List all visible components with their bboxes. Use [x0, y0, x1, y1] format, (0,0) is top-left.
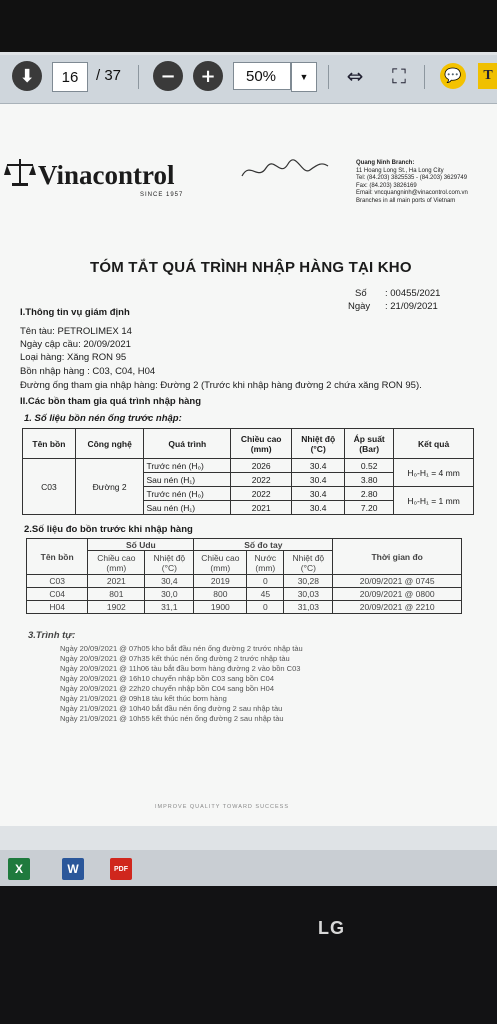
- zoom-level-input[interactable]: 50%: [233, 62, 291, 90]
- table-cell: 7.20: [345, 501, 394, 515]
- page-number-input[interactable]: 16: [52, 62, 88, 92]
- table-header: Số Udu: [88, 539, 194, 551]
- table-cell: H₀-H₁ = 4 mm: [394, 459, 474, 487]
- table-cell: 45: [247, 588, 284, 601]
- word-taskbar-button[interactable]: [62, 858, 84, 880]
- next-page-button[interactable]: [12, 61, 42, 91]
- table-cell: 2022: [231, 473, 292, 487]
- table-cell: H₀-H₁ = 1 mm: [394, 487, 474, 515]
- table-header: Chiều cao (mm): [194, 551, 247, 575]
- zoom-out-button[interactable]: [153, 61, 183, 91]
- monitor-bezel-top: [0, 0, 497, 52]
- table-header: Quá trình: [144, 429, 231, 459]
- branch-line: 11 Hoang Long St., Ha Long City: [356, 167, 444, 174]
- table-cell: 800: [194, 588, 247, 601]
- branch-line: Tel: (84.203) 3825535 - (84.203) 3629749: [356, 175, 468, 181]
- table-cell: 30,03: [284, 588, 333, 601]
- branch-line: Fax: (84.203) 3826169: [356, 182, 417, 189]
- table-cell: C03: [23, 459, 76, 515]
- page-total: / 37: [96, 67, 122, 84]
- table-cell: 0: [247, 575, 284, 588]
- subsection-heading: 1. Số liệu bồn nén ống trước nhập:: [24, 413, 182, 424]
- branch-contact-block: [356, 160, 468, 205]
- table-cell: 801: [88, 588, 145, 601]
- branch-line: Email: vncquangninh@vinacontrol.com.vn: [356, 190, 468, 196]
- table-header: Tên bồn: [23, 429, 76, 459]
- table-row: [27, 601, 462, 614]
- table-cell: 2021: [231, 501, 292, 515]
- toolbar-divider: [138, 65, 139, 89]
- text-tool-icon: T: [483, 68, 493, 83]
- vinacontrol-scale-logo-icon: [4, 156, 36, 188]
- table-cell: 2022: [231, 487, 292, 501]
- table-header: Tên bồn: [27, 539, 88, 575]
- zoom-in-icon: +: [200, 65, 216, 87]
- table-cell: 1902: [88, 601, 145, 614]
- table-cell: Trước nén (H₀): [144, 487, 231, 501]
- table-header: Số đo tay: [194, 539, 333, 551]
- document-number: : 00455/2021: [385, 288, 441, 299]
- tank-gauging-table: [26, 538, 462, 614]
- fit-page-icon: ⛶: [392, 64, 406, 88]
- table-cell: 1900: [194, 601, 247, 614]
- subsection-heading: 2.Số liệu đo bồn trước khi nhập hàng: [24, 524, 193, 535]
- table-cell: Sau nén (H₁): [144, 501, 231, 515]
- pdf-toolbar: [0, 55, 497, 104]
- fit-page-button[interactable]: [386, 63, 412, 89]
- table-cell: C04: [27, 588, 88, 601]
- company-logo-text: Vinacontrol: [38, 160, 175, 190]
- excel-taskbar-button[interactable]: [8, 858, 30, 880]
- table-cell: 30.4: [292, 459, 345, 473]
- document-date: : 21/09/2021: [385, 301, 438, 312]
- list-item: Ngày 21/09/2021 @ 10h40 bắt đầu nén ống đường 2 sau nhập tàu: [60, 704, 283, 713]
- table-cell: Sau nén (H₁): [144, 473, 231, 487]
- vessel-name: Tên tàu: PETROLIMEX 14: [20, 326, 132, 337]
- list-item: Ngày 20/09/2021 @ 16h10 chuyển nhập bồn C03 sang bồn C04: [60, 674, 275, 683]
- table-cell: 20/09/2021 @ 0800: [333, 588, 462, 601]
- pressure-test-table: [22, 428, 474, 515]
- comment-icon: 💬: [444, 68, 462, 84]
- table-row: [27, 575, 462, 588]
- logo-since: SINCE 1957: [140, 192, 184, 198]
- table-cell: 30.4: [292, 473, 345, 487]
- table-header: Chiều cao (mm): [88, 551, 145, 575]
- down-arrow-icon: ⬇: [19, 65, 35, 87]
- table-header: Công nghệ: [75, 429, 144, 459]
- pdf-reader-taskbar-button[interactable]: [110, 858, 132, 880]
- table-header: Nhiệt độ (°C): [284, 551, 333, 575]
- table-cell: 2026: [231, 459, 292, 473]
- excel-icon: X: [14, 862, 23, 876]
- toolbar-divider: [328, 65, 329, 89]
- pdf-icon: PDF: [114, 865, 128, 873]
- table-cell: 20/09/2021 @ 0745: [333, 575, 462, 588]
- table-cell: 31,03: [284, 601, 333, 614]
- table-cell: 31,1: [145, 601, 194, 614]
- word-icon: W: [67, 862, 79, 876]
- berthing-date: Ngày cập cầu: 20/09/2021: [20, 339, 131, 350]
- list-item: Ngày 20/09/2021 @ 07h05 kho bắt đầu nén ống đường 2 trước nhập tàu: [60, 644, 303, 653]
- table-cell: 2.80: [345, 487, 394, 501]
- zoom-dropdown-button[interactable]: [291, 62, 317, 92]
- section-heading: II.Các bồn tham gia quá trình nhập hàng: [20, 396, 202, 407]
- table-header: Kết quả: [394, 429, 474, 459]
- table-row: [23, 459, 474, 473]
- table-header: Nước (mm): [247, 551, 284, 575]
- table-cell: 0: [247, 601, 284, 614]
- section-heading: I.Thông tin vụ giám định: [20, 307, 130, 318]
- table-cell: 0.52: [345, 459, 394, 473]
- subsection-heading: 3.Trình tự:: [28, 630, 76, 641]
- table-cell: Trước nén (H₀): [144, 459, 231, 473]
- comment-button[interactable]: [440, 63, 466, 89]
- table-cell: 30.4: [292, 501, 345, 515]
- table-cell: 30,0: [145, 588, 194, 601]
- toolbar-divider: [424, 65, 425, 89]
- table-cell: C03: [27, 575, 88, 588]
- table-header: Nhiệt độ (°C): [292, 429, 345, 459]
- list-item: Ngày 21/09/2021 @ 09h18 tàu kết thúc bơm hàng: [60, 694, 227, 703]
- list-item: Ngày 20/09/2021 @ 07h35 kết thúc nén ống đường 2 trước nhập tàu: [60, 654, 290, 663]
- list-item: Ngày 21/09/2021 @ 10h55 kết thúc nén ống đường 2 sau nhập tàu: [60, 714, 284, 723]
- table-cell: 30.4: [292, 487, 345, 501]
- table-header: Thời gian đo: [333, 539, 462, 575]
- zoom-in-button[interactable]: [193, 61, 223, 91]
- table-cell: Đường 2: [75, 459, 144, 515]
- table-header: Chiều cao (mm): [231, 429, 292, 459]
- table-cell: 3.80: [345, 473, 394, 487]
- table-cell: 30,4: [145, 575, 194, 588]
- branch-line: Quang Ninh Branch:: [356, 160, 415, 166]
- table-header: Áp suất (Bar): [345, 429, 394, 459]
- document-date-label: Ngày: [348, 301, 371, 312]
- table-cell: 30,28: [284, 575, 333, 588]
- table-cell: 2019: [194, 575, 247, 588]
- signature-scribble: [240, 156, 330, 186]
- table-row: [27, 588, 462, 601]
- document-number-label: Số: [355, 288, 367, 299]
- pipeline-info: Đường ống tham gia nhập hàng: Đường 2 (Trước khi nhập hàng đường 2 chứa xăng RON 95).: [20, 380, 422, 391]
- list-item: Ngày 20/09/2021 @ 11h06 tàu bắt đầu bơm hàng đường 2 vào bồn C03: [60, 664, 301, 673]
- branch-line: Branches in all main ports of Vietnam: [356, 197, 456, 204]
- cargo-type: Loại hàng: Xăng RON 95: [20, 352, 127, 363]
- text-tool-button[interactable]: [478, 63, 497, 89]
- timeline-list: [60, 644, 303, 724]
- monitor-bezel-bottom: [0, 886, 497, 1024]
- page-footer-slogan: IMPROVE QUALITY TOWARD SUCCESS: [155, 804, 290, 810]
- pdf-page: [0, 104, 497, 826]
- fit-width-icon: ⇔: [346, 64, 364, 88]
- receiving-tanks: Bồn nhập hàng : C03, C04, H04: [20, 366, 156, 377]
- table-cell: 20/09/2021 @ 2210: [333, 601, 462, 614]
- table-header: Nhiệt độ (°C): [145, 551, 194, 575]
- zoom-out-icon: −: [160, 65, 176, 87]
- list-item: Ngày 20/09/2021 @ 22h20 chuyển nhập bồn C04 sang bồn H04: [60, 684, 275, 693]
- table-cell: 2021: [88, 575, 145, 588]
- taskbar: [0, 850, 497, 886]
- table-cell: H04: [27, 601, 88, 614]
- monitor-brand-logo: LG: [318, 918, 345, 938]
- document-title: TÓM TẮT QUÁ TRÌNH NHẬP HÀNG TẠI KHO: [90, 259, 412, 276]
- fit-width-button[interactable]: [342, 63, 368, 89]
- dropdown-arrow-icon: ▼: [299, 72, 309, 82]
